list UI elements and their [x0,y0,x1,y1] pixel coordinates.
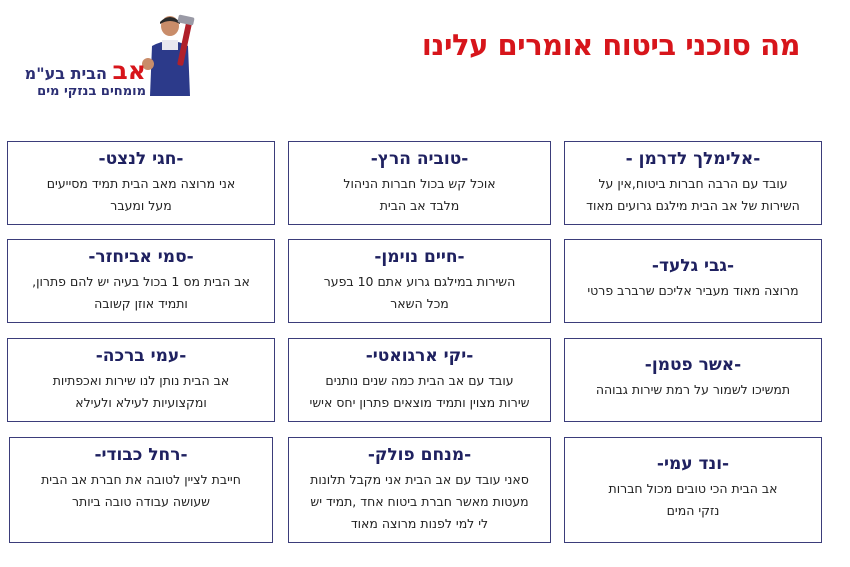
testimonial-name: -אשר פטמן- [644,355,742,375]
plumber-mascot-icon [138,12,200,96]
testimonial-text [289,370,550,414]
logo-brand [16,56,146,85]
page-title: מה סוכני ביטוח אומרים עלינו [421,28,800,62]
testimonial-name: -אלימלך לדרמן - [625,149,761,169]
testimonial-card [7,239,275,323]
testimonial-card [288,239,551,323]
testimonial-text [565,280,821,302]
testimonial-line: אב הבית נותן לנו שירות ואכפתיות [52,373,230,388]
testimonial-line: אוכל קש בכול חברות הניהול [343,176,496,191]
testimonial-text [8,173,274,217]
testimonial-card [564,338,822,422]
testimonial-card [564,437,822,543]
testimonial-line: מרוצה מאוד מעביר אליכם שרברב פרטי [587,283,799,298]
testimonial-name: -ונד עמי- [656,454,730,474]
logo-tagline: מומחים בנזקי מים [37,84,146,99]
testimonial-line: אב הבית מס 1 בכול בעיה יש להם פתרון, [32,274,250,289]
testimonial-card [564,239,822,323]
testimonial-line: עובד עם הרבה חברות ביטוח,אין על [598,176,788,191]
testimonial-line: סאני עובד עם אב הבית אני מקבל תלונות [310,472,529,487]
testimonial-name: -יקי ארגואטי- [365,346,474,366]
testimonial-line: עובד עם אב הבית כמה שנים נותנים [325,373,514,388]
testimonial-line: מכל השאר [390,296,449,311]
testimonial-name: -חיים נוימן- [374,247,465,267]
testimonial-name: -טוביה הרץ- [370,149,469,169]
testimonial-card [9,437,273,543]
testimonial-line: השירות של אב הבית מילגם גרועים מאוד [586,198,800,213]
testimonial-name: -סמי אביחזר- [88,247,194,267]
testimonial-line: מלבד אב הבית [379,198,460,213]
testimonial-line: אני מרוצה מאב הבית תמיד מסייעים [46,176,236,191]
testimonial-line: שירות מצוין ותמיד מוצאים פתרון יחס אישי [309,395,530,410]
testimonial-card [288,338,551,422]
testimonial-text [289,173,550,217]
testimonial-line: ותמיד אוזן קשובה [94,296,188,311]
testimonial-text [10,469,272,513]
testimonial-name: -עמי ברכה- [95,346,187,366]
testimonial-line: מעטות מאשר חברת ביטוח אחד ,תמיד יש [310,494,529,509]
testimonial-text [565,478,821,522]
testimonial-line: נזקי המים [666,503,720,518]
testimonial-name: -חגי לנצט- [98,149,184,169]
testimonial-card [7,338,275,422]
testimonial-line: שעושה עבודה טובה ביותר [71,494,211,509]
testimonial-line: מעל ומעבר [110,198,172,213]
testimonial-name: -רחל כבודי- [94,445,188,465]
testimonial-card [288,141,551,225]
testimonial-card [7,141,275,225]
testimonial-text [289,271,550,315]
testimonial-text [565,379,821,401]
testimonial-card [564,141,822,225]
testimonial-text [8,271,274,315]
testimonial-line: ומקצועיות לעילא ולעילא [75,395,207,410]
testimonial-line: חייבת לציין לטובה את חברת אב הבית [41,472,241,487]
testimonial-name: -גבי גלעד- [651,256,735,276]
logo-brand-big: אב [112,56,146,85]
logo-brand-rest: הבית בע"מ [24,64,107,83]
testimonial-line: לי למי לפנות מרוצה מאוד [350,516,489,531]
testimonial-card [288,437,551,543]
testimonial-line: השירות במילגם גרוע אתם 10 בפער [323,274,516,289]
testimonial-text [565,173,821,217]
company-logo [8,12,204,100]
testimonial-name: -מנחם פולק- [367,445,472,465]
testimonial-text [289,469,550,535]
testimonial-line: אב הבית הכי טובים מכול חברות [608,481,778,496]
testimonial-line: תמשיכו לשמור על רמת שירות גבוהה [595,382,791,397]
testimonial-text [8,370,274,414]
